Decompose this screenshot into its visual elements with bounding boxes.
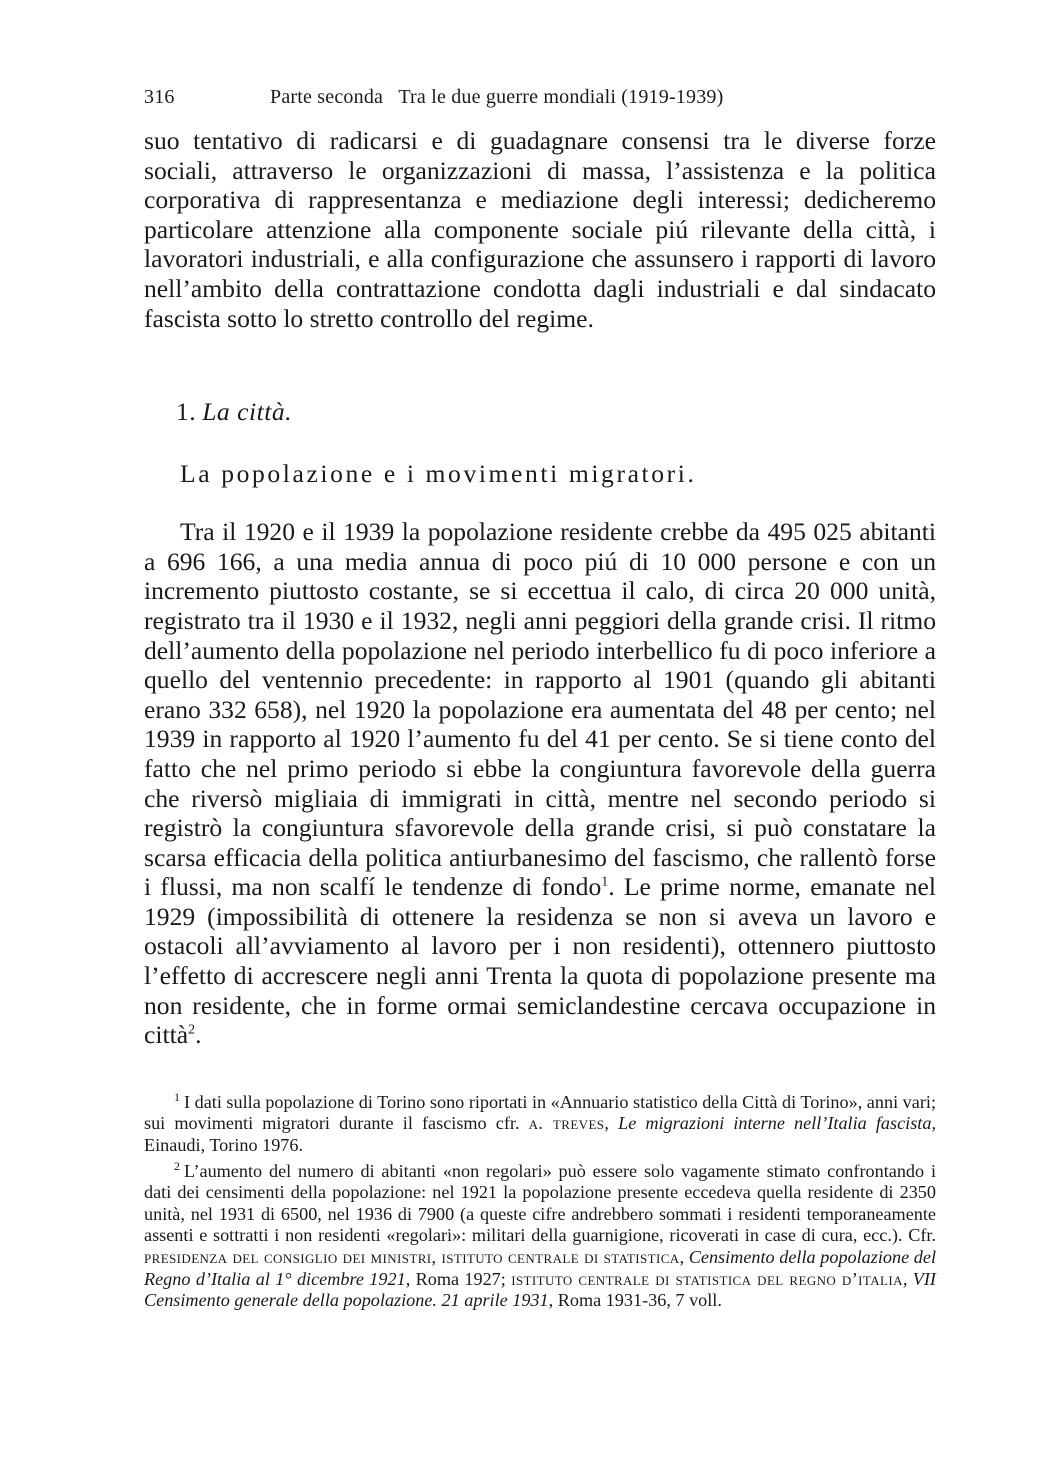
- main-paragraph-part1: Tra il 1920 e il 1939 la popolazione residente crebbe da 495 025 abitanti a 696 166, a una media annua di poco piú di 10 000 persone e con un incremento piuttosto costante, se si eccettua il calo, di circa 20 000 unità, registrato tra il 1930 e il 1932, negli anni peggiori della grande crisi. Il ritmo dell’aumento della popolazione nel periodo interbellico fu di poco inferiore a quello del ventennio precedente: in rapporto al 1901 (quando gli abitanti erano 332 658), nel 1920 la popolazione era aumentata del 48 per cento; nel 1939 in rapporto al 1920 l’aumento fu del 41 per cento. Se si tiene conto del fatto che nel primo periodo si ebbe la congiuntura favorevole della guerra che riversò migliaia di immigrati in città, mentre nel secondo periodo si registrò la congiuntura sfavorevole della grande crisi, si può constatare la scarsa efficacia della politica antiurbanesimo del fascismo, che rallentò forse i flussi, ma non scalfí le tendenze di fondo: [144, 517, 936, 902]
- footnote-2-title-1: Censimento della popolazione del Regno d’Italia al 1° dicembre 1921: [144, 1247, 937, 1289]
- footnote-1: [144, 1089, 937, 1157]
- section-number: 1.: [176, 397, 197, 427]
- footnote-2-text: L’aumento del numero di abitanti «non regolari» può essere solo vagamente stimato confrontando i dati dei censimenti della popolazione: nel 1921 la popolazione presente eccedeva quella residente di 2350 unità, nel 1931 di 6500, nel 1936 di 7900 (a queste cifre andrebbero sommati i residenti temporaneamente assenti e sottratti i non residenti «regolari»: militari della guarnigione, ricoverati in case di cura, ecc.). Cfr.: [144, 1160, 936, 1246]
- footnote-ref-2[interactable]: 2: [188, 1022, 196, 1038]
- running-title: Parte seconda Tra le due guerre mondiali (1919-1939): [270, 86, 724, 108]
- footnote-2-title-2: VII Censimento generale della popolazione. 21 aprile 1931: [144, 1268, 936, 1311]
- footnote-2-institution-1: presidenza del consiglio dei ministri, istituto centrale di statistica: [144, 1247, 680, 1267]
- intro-paragraph: suo tentativo di radicarsi e di guadagnare consensi tra le diverse forze sociali, attraverso le organizzazioni di massa, l’assistenza e la politica corporativa di rappresentanza e mediazione degli interessi; dedicheremo particolare attenzione alla componente sociale piú rilevante della città, i lavoratori industriali, e alla configurazione che assunsero i rapporti di lavoro nell’ambito della contrattazione condotta dagli industriali e dal sindacato fascista sotto lo stretto controllo del regime.: [144, 126, 936, 333]
- section-title: La città.: [202, 397, 293, 427]
- subsection-heading: La popolazione e i movimenti migratori.: [180, 459, 697, 489]
- footnote-1-marker: 1: [174, 1089, 180, 1104]
- footnote-1-title: Le migrazioni interne nell’Italia fascista: [618, 1113, 932, 1134]
- main-paragraph-part2: . Le prime norme, emanate nel 1929 (impossibilità di ottenere la residenza se non si aveva un lavoro e ostacoli all’avviamento al lavoro per i non residenti), ottennero piuttosto l’effetto di accrescere negli anni Trenta la quota di popolazione presente ma non residente, che in forme ormai semiclandestine cercava occupazione in città: [144, 872, 936, 1050]
- book-page: [144, 84, 936, 1316]
- footnote-ref-1[interactable]: 1: [601, 874, 609, 890]
- footnote-2: [144, 1158, 937, 1312]
- footnotes: [144, 1089, 937, 1312]
- footnote-1-text: I dati sulla popolazione di Torino sono riportati in «Annuario statistico della Città di Torino», anni vari; sui movimenti migratori durante il fascismo cfr.: [144, 1091, 936, 1134]
- footnote-2-sep-2: ,: [902, 1268, 913, 1289]
- running-head: [144, 84, 936, 110]
- page-number: 316: [144, 86, 175, 108]
- footnote-2-institution-2: istituto centrale di statistica del regno d’italia: [511, 1268, 903, 1289]
- footnote-2-place-1: , Roma 1927;: [405, 1268, 512, 1289]
- footnote-2-marker: 2: [174, 1158, 180, 1173]
- main-paragraph-part3: .: [195, 1020, 202, 1050]
- footnote-2-place-2: , Roma 1931-36, 7 voll.: [548, 1290, 722, 1311]
- footnote-1-sep: ,: [604, 1113, 619, 1134]
- section-heading: [176, 397, 936, 427]
- footnote-1-publisher: , Einaudi, Torino 1976.: [144, 1113, 937, 1156]
- footnote-2-sep-1: ,: [679, 1247, 689, 1267]
- footnote-1-author: a. treves: [528, 1113, 605, 1134]
- main-paragraph: [144, 517, 936, 1050]
